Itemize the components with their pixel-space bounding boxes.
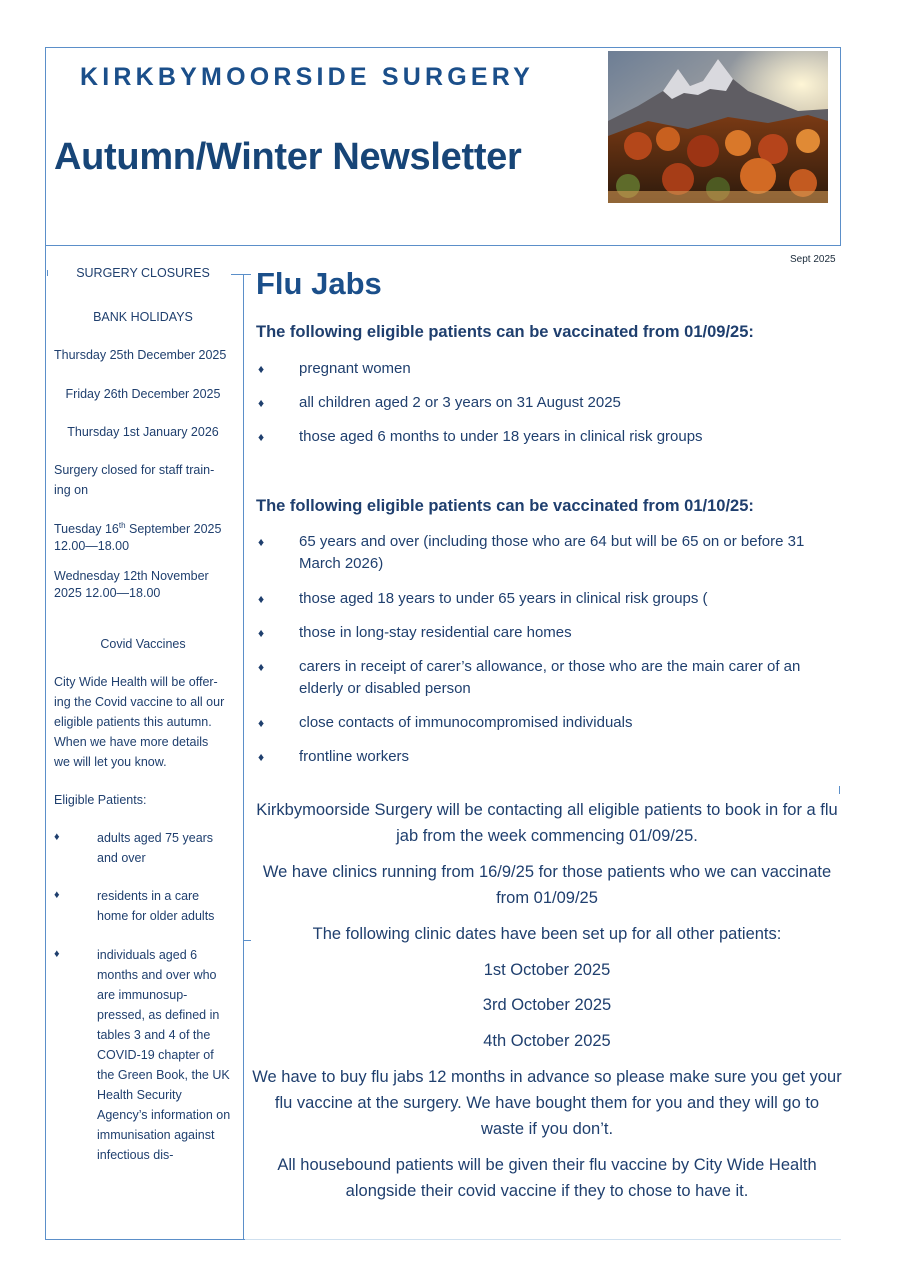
divider-tick	[243, 940, 251, 941]
divider-tick	[839, 786, 840, 794]
diamond-bullet-icon: ♦	[258, 716, 265, 730]
training-date-1: Tuesday 16th September 2025 12.00—18.00	[54, 521, 222, 554]
flu-jabs-title: Flu Jabs	[256, 266, 382, 301]
eligible-heading: Eligible Patients:	[54, 793, 147, 807]
diamond-bullet-icon: ♦	[258, 626, 265, 640]
bank-holiday-item: Thursday 1st January 2026	[67, 425, 219, 439]
clinic-date: 4th October 2025	[483, 1032, 611, 1050]
diamond-bullet-icon: ♦	[258, 750, 265, 764]
bank-holiday-item: Thursday 25th December 2025	[54, 348, 227, 362]
other-clinics-intro: The following clinic dates have been set up for all other patients:	[312, 925, 782, 943]
diamond-bullet-icon: ♦	[258, 430, 265, 444]
divider-tick	[47, 270, 48, 276]
diamond-bullet-icon: ♦	[54, 831, 60, 843]
page-bottom-border	[45, 1239, 245, 1240]
training-date-2: Wednesday 12th November 2025 12.00—18.00	[54, 569, 209, 600]
covid-heading: Covid Vaccines	[100, 637, 186, 651]
clinic-date: 3rd October 2025	[482, 996, 612, 1014]
page-left-border	[45, 245, 46, 1240]
closures-heading: SURGERY CLOSURES	[76, 266, 210, 280]
page-bottom-border-right	[245, 1239, 841, 1240]
newsletter-title: Autumn/Winter Newsletter	[54, 136, 522, 178]
clinics-paragraph: We have clinics running from 16/9/25 for those patients who we can vaccinate from 01/09/25	[262, 863, 832, 907]
diamond-bullet-icon: ♦	[54, 889, 60, 901]
issue-date: Sept 2025	[790, 254, 836, 265]
diamond-bullet-icon: ♦	[258, 660, 265, 674]
diamond-bullet-icon: ♦	[54, 948, 60, 960]
diamond-bullet-icon: ♦	[258, 396, 265, 410]
clinic-date: 1st October 2025	[483, 961, 611, 979]
training-intro: Surgery closed for staff train-ing on	[54, 463, 215, 497]
bank-holidays-heading: BANK HOLIDAYS	[93, 310, 193, 324]
group1-heading: The following eligible patients can be vaccinated from 01/09/25:	[256, 323, 754, 341]
contact-paragraph: Kirkbymoorside Surgery will be contacting all eligible patients to book in for a flu jab from the week commencing 01/09/25.	[256, 801, 838, 845]
group2-heading: The following eligible patients can be vaccinated from 01/10/25:	[256, 497, 754, 515]
diamond-bullet-icon: ♦	[258, 362, 265, 376]
diamond-bullet-icon: ♦	[258, 592, 265, 606]
sidebar-divider	[243, 274, 244, 1240]
bank-holiday-item: Friday 26th December 2025	[65, 387, 221, 401]
autumn-mountain-photo	[608, 51, 828, 203]
diamond-bullet-icon: ♦	[258, 535, 265, 549]
advance-paragraph: We have to buy flu jabs 12 months in advance so please make sure you get your flu vaccine at the surgery. We have bought them for you and they will go to waste if you don’t.	[252, 1068, 842, 1138]
housebound-paragraph: All housebound patients will be given their flu vaccine by City Wide Health alongside their covid vaccine if they to chose to have it.	[277, 1156, 817, 1200]
surgery-name: KIRKBYMOORSIDE SURGERY	[80, 63, 535, 91]
divider-tick	[231, 274, 251, 275]
covid-text: City Wide Health will be offer-ing the Covid vaccine to all our eligible patients this autumn. When we have more details we will let you know.	[54, 675, 225, 769]
